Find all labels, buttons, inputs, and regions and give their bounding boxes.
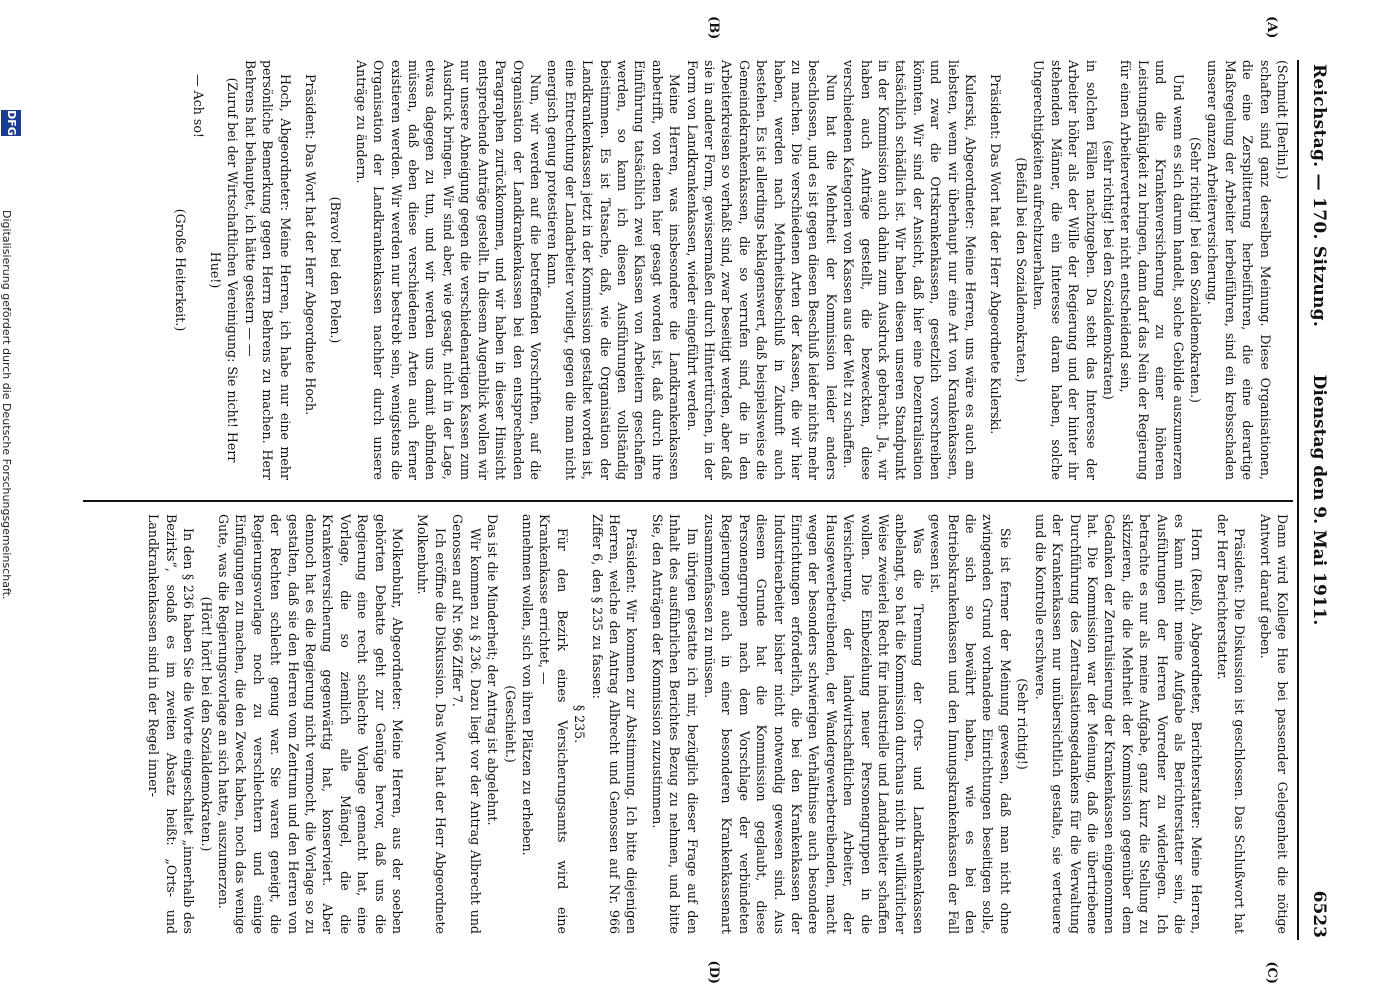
- paragraph: Was die Trennung der Orts- und Landkrankenkassen anbelangt, so hat die Kommission durchaus nicht in willkürlicher Weise zweierlei Recht für industrielle und Landarbeiter schaffen wollen. Die Einbeziehung neuer Personengruppen in die Versicherung, der landwirtschaftlichen Arbeiter, der Hausgewerbetreibenden, der Wandergewerbetreibenden, macht wegen der besonders schwierigen Verhältnisse auch besondere Einrichtungen erforderlich, die bei den Krankenkassen der Industriearbeiter bisher nicht notwendig gewesen sind. Aus diesem Grunde hat die Kommission geglaubt, diese Personengruppen nach dem Vorschlage der verbündeten Regierungen auch in einer besonderen Krankenkassenart zusammenfassen zu müssen.: [702, 514, 926, 934]
- paragraph: Wir kommen zu § 236. Dazu liegt vor der Antrag Albrecht und Genossen auf Nr. 966 Ziffer 7.: [450, 514, 483, 934]
- left-column: [172, 60, 1291, 480]
- interjection: (Große Heiterkeit.): [173, 208, 189, 332]
- interjection: (sehr richtig! bei den Sozialdemokraten): [1100, 140, 1116, 400]
- paragraph: Meine Herren, was insbesondere die Landkrankenkassen anbetrifft, von denen hier gesagt worden ist, daß durch ihre Einführung tatsächlich zwei Klassen von Arbeitern geschaffen werden, so kann ich diesen Ausführungen vollständig beistimmen. Es ist Tatsache, daß, wie die Organisation der Landkrankenkassen jetzt in der Kommission gestaltet worden ist, eine Entrechtung der Landarbeiter vorliegt, gegen die man nicht energisch genug protestieren kann.: [545, 60, 683, 480]
- digitization-credit: Digitalisierung gefördert durch die Deutsche Forschungsgemeinschaft.: [0, 210, 13, 600]
- paragraph: Nun, wir werden auf die betreffenden Vorschriften, auf die Organisation der Landkrankenkassen bei den entsprechenden Paragraphen zurückkommen, und wir haben in dieser Hinsicht entsprechende Anträge gestellt. In diesem Augenblick wollen wir nur unsere Abneigung gegen die verschiedenartigen Kassen zum Ausdruck bringen. Wir sind aber, wie gesagt, nicht in der Lage, etwas dagegen zu tun, und wir werden uns damit abfinden müssen, daß eben diese verschiedenen Arten auch ferner existieren werden. Wir werden nur bestrebt sein, wenigstens die Organisation der Landkrankenkassen nachher durch unsere Anträge zu ändern.: [353, 60, 543, 480]
- margin-letter-c: (C): [1264, 961, 1279, 984]
- speaker-paragraph: Präsident: Wir kommen zur Abstimmung. Ich bitte diejenigen Herren, welche den Antrag Albrecht und Genossen auf Nr. 966 Ziffer 6, den § 235 zu fassen:: [589, 514, 640, 934]
- margin-letter-b: (B): [706, 16, 721, 40]
- header-date: Dienstag den 9. Mai 1911.: [1309, 374, 1329, 626]
- speaker-paragraph: Präsident: Das Wort hat der Herr Abgeordnete Hoch.: [303, 74, 319, 416]
- speaker-paragraph: Präsident: Das Wort hat der Herr Abgeordnete Kulerski.: [988, 74, 1004, 435]
- paragraph: Sie ist ferner der Meinung gewesen, daß man nicht ohne zwingenden Grund vorhandene Einrichtungen beseitigen solle, die sich so bewährt haben, wie es bei den Betriebskrankenkassen und den Innungskrankenkassen der Fall gewesen ist.: [928, 514, 1013, 934]
- interjection: (Hört! hört! bei den Sozialdemokraten.): [198, 596, 214, 852]
- margin-letter-d: (D): [706, 960, 721, 984]
- paragraph: schaften sind ganz derselben Meinung. Diese Organisationen, die eine Zersplitterung herbeiführen, die eine derartige Maßregelung der Arbeiter herbeiführen, sind ein krebsschaden unserer ganzen Arbeiterversicherung.: [1205, 60, 1273, 480]
- page-header: [1301, 60, 1333, 940]
- page-number: 6523: [1309, 890, 1329, 938]
- paragraph: in solchen Fällen nachzugeben. Da steht das Interesse der Arbeiter höher als der Wille der Regierung und der hinter ihr stehenden Männer, die ein Interesse daran haben, solche Ungerechtigkeiten aufrechtzuerhalten.: [1031, 60, 1099, 480]
- speaker-paragraph: Kulerski, Abgeordneter: Meine Herren, uns wäre es auch am liebsten, wenn wir überhaupt nur eine Art von Krankenkassen, und zwar die Ortskrankenkassen, gesetzlich vorschreiben könnten. Wir sind der Ansicht, daß hier eine Dezentralisation tatsächlich schädlich ist. Wir haben diesen unseren Standpunkt in der Kommission auch dahin zum Ausdruck gebracht. Ja, wir haben auch Anträge gestellt, die bezweckten, diese verschiedenen Kategorien von Kassen aus der Welt zu schaffen.: [841, 60, 979, 480]
- interjection: (Zuruf bei der Wirtschaftlichen Vereinigung: Sie nicht! Herr Hue!): [208, 77, 241, 463]
- paragraph: Im übrigen gestatte ich mir, bezüglich dieser Frage auf den Inhalt des ausführlichen Berichtes Bezug zu nehmen, und bitte Sie, den Anträgen der Kommission zuzustimmen.: [649, 514, 700, 934]
- speaker-paragraph: Molkenbuhr, Abgeordneter: Meine Herren, aus der soeben gehörten Debatte geht zur Genüge hervor, daß uns die Regierung eine recht schlechte Vorlage gemacht hat, eine Vorlage, die so ziemlich alle Mängel, die die Krankenversicherung gegenwärtig hat, konserviert. Aber dennoch hat es die Regierung nicht vermocht, die Vorlage so zu gestalten, daß sie den Herren vom Zentrum und den Herren von der Rechten schlecht genug war. Sie waren geneigt, die Regierungsvorlage noch zu verschlechtern und einige Einfügungen zu machen, die den Zweck haben, noch das wenige Gute, was die Regierungsvorlage an sich hatte, auszumerzen.: [216, 514, 406, 934]
- speaker-paragraph: Präsident: Die Diskussion ist geschlossen. Das Schlußwort hat der Herr Berichterstatter.: [1214, 514, 1248, 934]
- speaker-paragraph: Hoch, Abgeordneter: Meine Herren, ich habe nur eine mehr persönliche Bemerkung gegen Herrn Behrens zu machen. Herr Behrens hat behauptet, ich hätte gestern — —: [242, 60, 293, 480]
- quoted-provision: Für den Bezirk eines Versicherungsamts wird eine Krankenkasse errichtet, —: [537, 514, 570, 934]
- document-page: [0, 16, 1333, 984]
- paragraph: Nun hat die Mehrheit der Kommission leider anders beschlossen, und es ist gegen diesen Beschluß leider nichts mehr zu machen. Die verschiedenen Arten der Kassen, die wir hier haben, werden nach Mehrheitsbeschluß in Zukunft auch bestehen. Es ist allerdings beklagenswert, daß beispielsweise die Gemeindekrankenkassen, die so verrufen sind, die in den Arbeiterkreisen so verhaßt sind, zwar beseitigt werden, aber daß sie in anderer Form, gewissermaßen durch Hintertürchen, in der Form von Landkrankenkassen, wieder eingeführt werden.: [684, 60, 839, 481]
- interjection: (Geschieht.): [502, 685, 518, 763]
- header-divider: [1297, 60, 1299, 940]
- interjection: (Sehr richtig!): [1015, 678, 1031, 770]
- interjection: (Beifall bei den Sozialdemokraten.): [1013, 157, 1029, 383]
- speaker-paragraph: Horn (Reuß), Abgeordneter, Berichterstatter: Meine Herren, es kann nicht meine Aufgabe als Berichterstatter sein, die Ausführungen der Herren Vorredner zu widerlegen. Ich betrachte es nur als meine Aufgabe, ganz kurz die Stellung zu skizzieren, die die Mehrheit der Kommission gegenüber dem Gedanken der Zentralisierung der Krankenkassen eingenommen hat. Die Kommission war der Meinung, daß die übertriebene Durchführung des Zentralisationsgedankens für die Verwaltung der Krankenkassen nur unübersichtlich gestalte, sie verteuere und die Kontrolle erschwere.: [1032, 514, 1205, 934]
- header-left: Reichstag. — 170. Sitzung.: [1309, 64, 1329, 328]
- interjection: (Bravo! bei den Polen.): [328, 196, 344, 344]
- paragraph: annehmen wollen, sich von ihren Plätzen zu erheben.: [519, 514, 535, 856]
- interjection: (Sehr richtig! bei den Sozialdemokraten.): [1187, 137, 1203, 403]
- column-rule: [83, 500, 1293, 502]
- dfg-logo: DFG: [1, 110, 21, 136]
- section-number: § 235.: [572, 704, 588, 744]
- right-column: [145, 514, 1291, 934]
- margin-letter-a: (A): [1264, 16, 1279, 39]
- paragraph: Dann wird Kollege Hue bei passender Gelegenheit die nötige Antwort darauf geben.: [1257, 514, 1290, 934]
- paragraph: Ich eröffne die Diskussion. Das Wort hat der Herr Abgeordnete Molkenbuhr.: [415, 514, 448, 934]
- paragraph: — Ach so!: [190, 74, 206, 138]
- paragraph: (Schmidt [Berlin].): [1275, 60, 1290, 180]
- paragraph: Das ist die Minderheit; der Antrag ist abgelehnt.: [485, 514, 501, 826]
- paragraph: Und wenn es sich darum handelt, solche Gebilde auszumerzen und die Krankenversicherung zu einer höheren Leistungsfähigkeit zu bringen, dann darf das Nein der Regierung für einen Arbeitervertreter nicht entscheidend sein,: [1118, 60, 1186, 480]
- paragraph: In den § 236 haben Sie die Worte eingeschaltet „innerhalb des Bezirks“, sodaß es im zweiten Absatz heißt: „Orts- und Landkrankenkassen sind in der Regel inner-: [146, 514, 197, 934]
